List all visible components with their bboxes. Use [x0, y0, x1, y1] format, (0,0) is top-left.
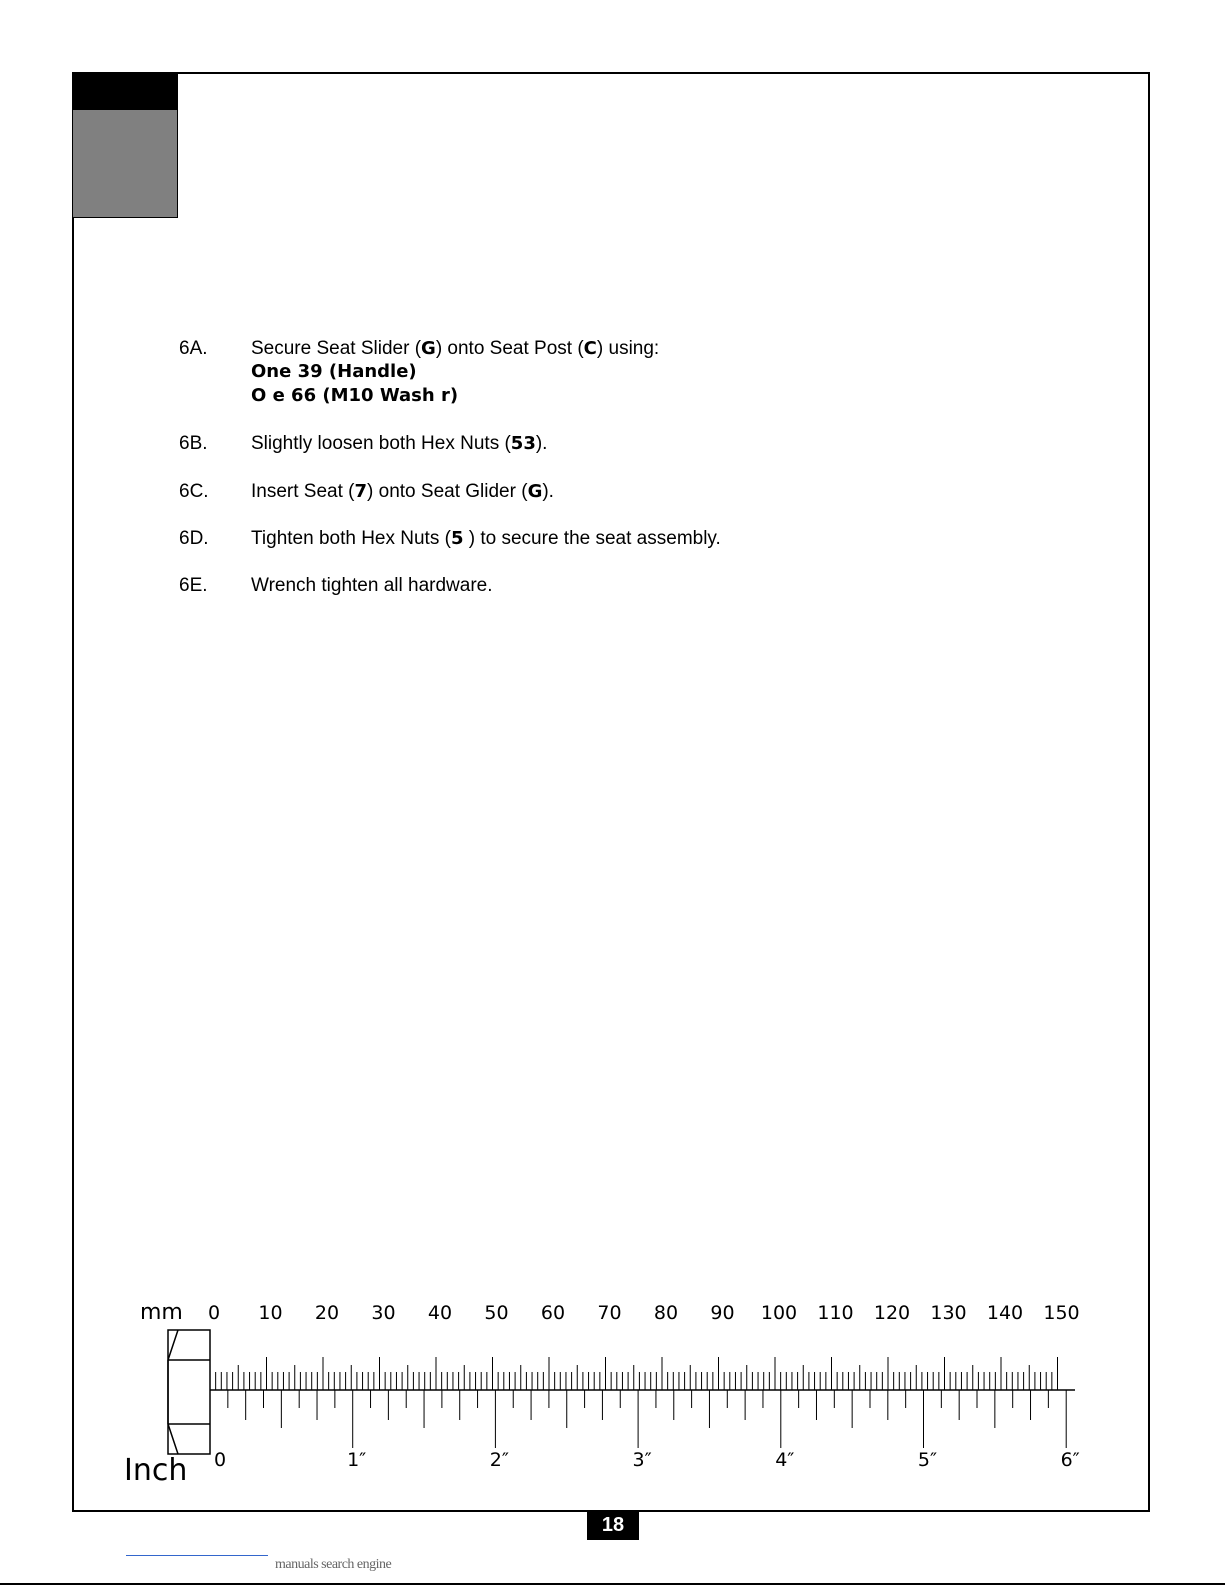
- mm-tick-label: 70: [597, 1302, 622, 1324]
- inch-tick-label: 5″: [917, 1449, 938, 1471]
- step-number: 6B.: [179, 433, 208, 454]
- mm-tick-labels: [208, 1302, 1080, 1324]
- mm-tick-label: 10: [258, 1302, 283, 1324]
- inch-tick-marks: [210, 1390, 1066, 1448]
- step-text: Secure Seat Slider (G) onto Seat Post (C) using:: [251, 338, 660, 359]
- page-number: 18: [587, 1510, 639, 1540]
- mm-tick-label: 140: [986, 1302, 1024, 1324]
- mm-tick-label: 60: [540, 1302, 566, 1324]
- step-text: Slightly loosen both Hex Nuts (53).: [251, 433, 548, 454]
- bolt-head-icon: [168, 1330, 210, 1454]
- step-number: 6D.: [179, 528, 209, 549]
- step-number: 6C.: [179, 481, 209, 502]
- mm-tick-label: 120: [873, 1302, 911, 1324]
- step-text: Tighten both Hex Nuts (5 ) to secure the seat assembly.: [251, 528, 721, 549]
- step-number: 6A.: [179, 338, 208, 359]
- inch-label: Inch: [124, 1453, 188, 1488]
- inch-tick-label: 0: [213, 1449, 227, 1471]
- mm-tick-label: 30: [371, 1302, 396, 1324]
- mm-tick-marks: [210, 1357, 1058, 1390]
- mm-tick-label: 0: [207, 1302, 221, 1324]
- mm-tick-label: 50: [484, 1302, 509, 1324]
- hardware-item: O e 66 (M10 Wash r): [251, 385, 459, 406]
- step-number: 6E.: [179, 575, 208, 596]
- mm-tick-label: 130: [930, 1302, 967, 1324]
- inch-tick-label: 3″: [632, 1449, 652, 1471]
- measuring-ruler: [0, 1300, 1225, 1500]
- footer-text: manuals search engine: [275, 1557, 392, 1572]
- mm-tick-label: 90: [710, 1302, 735, 1324]
- hardware-item: One 39 (Handle): [251, 361, 417, 382]
- mm-tick-label: 110: [817, 1302, 854, 1324]
- mm-label: mm: [140, 1300, 183, 1325]
- mm-tick-label: 40: [427, 1302, 453, 1324]
- page-frame: [72, 72, 1150, 1512]
- mm-tick-label: 100: [760, 1302, 798, 1324]
- step-text: Insert Seat (7) onto Seat Glider (G).: [251, 481, 554, 502]
- mm-tick-label: 80: [653, 1302, 679, 1324]
- mm-tick-label: 20: [314, 1302, 340, 1324]
- inch-tick-label: 2″: [489, 1449, 509, 1471]
- footer-link[interactable]: [126, 1555, 268, 1556]
- inch-tick-labels: [214, 1449, 1080, 1471]
- mm-tick-label: 150: [1043, 1302, 1080, 1324]
- inch-tick-label: 4″: [775, 1449, 795, 1471]
- section-tab-body: [72, 110, 178, 218]
- inch-tick-label: 6″: [1060, 1449, 1080, 1471]
- inch-tick-label: 1″: [347, 1449, 367, 1471]
- section-tab-header: [72, 72, 178, 110]
- step-text: Wrench tighten all hardware.: [251, 575, 493, 596]
